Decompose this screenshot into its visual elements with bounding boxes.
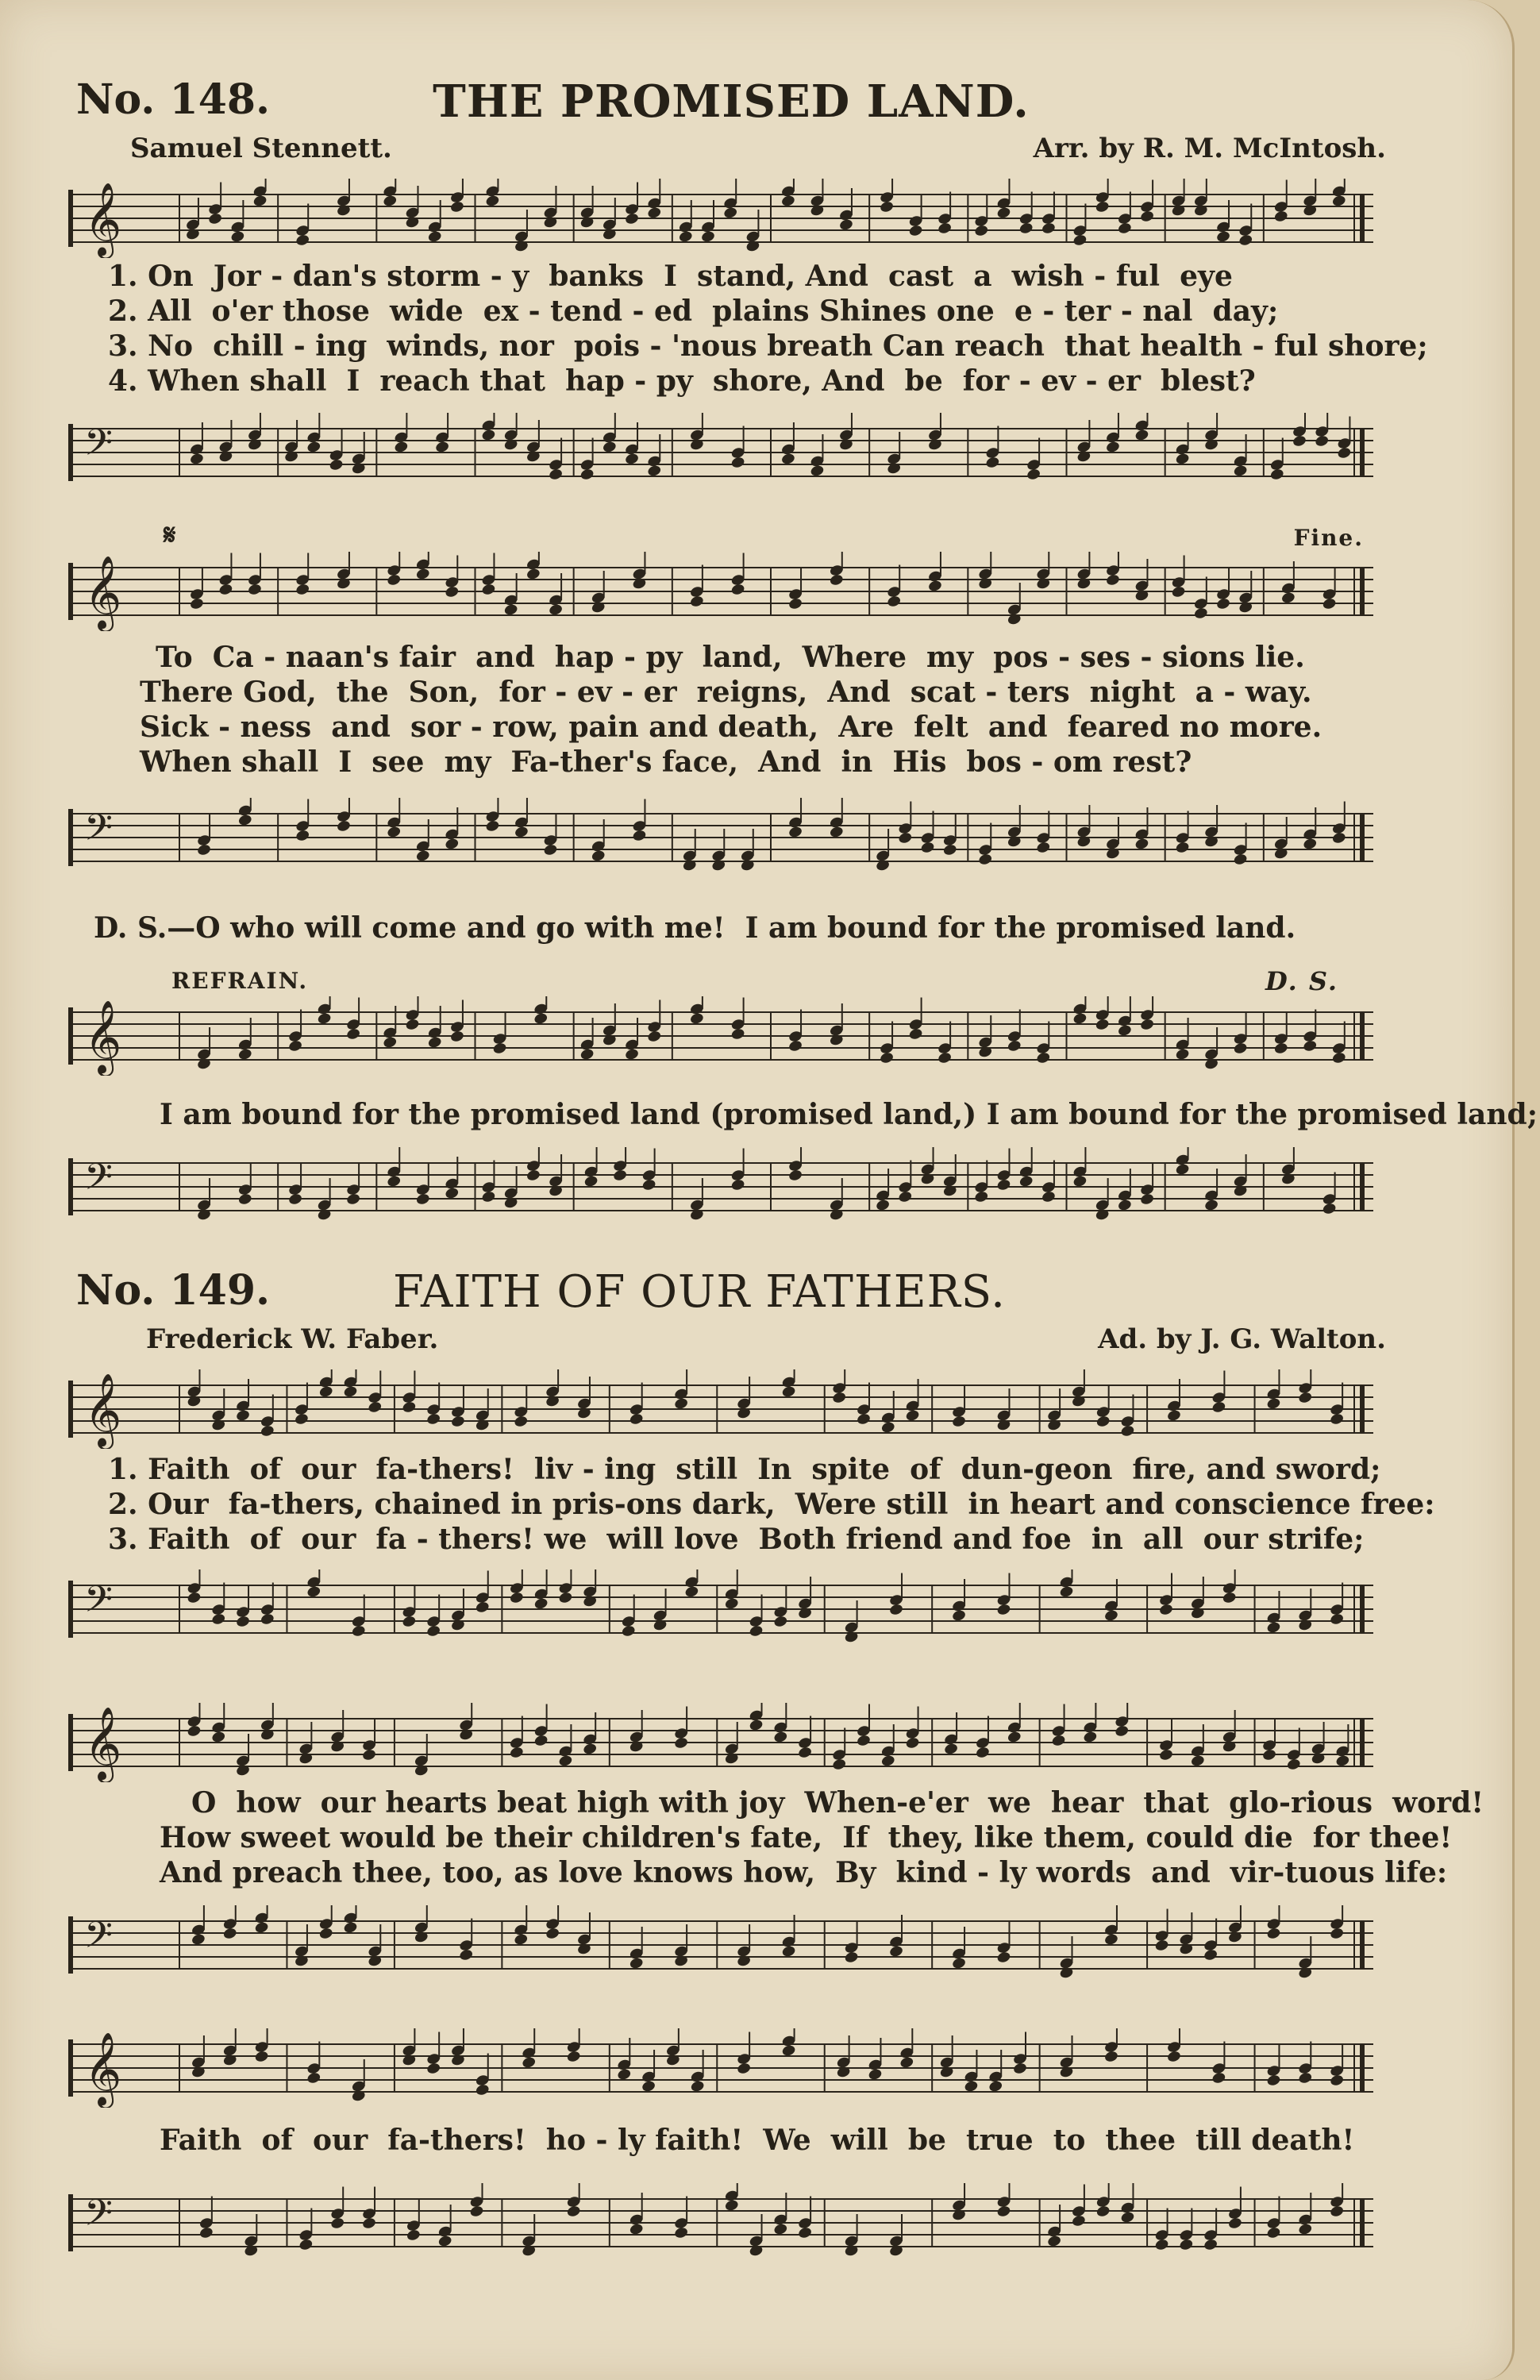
note-head <box>1330 1412 1345 1426</box>
note-head <box>1120 1424 1135 1438</box>
bass-staff <box>68 2183 1378 2263</box>
note-head <box>247 583 262 596</box>
note-head <box>295 233 310 247</box>
verse-line-3: 3. No chill - ing winds, nor pois - 'nous breath Can reach that health - ful shore; <box>108 329 1428 363</box>
music-system <box>68 518 1378 861</box>
note-head <box>880 1051 895 1065</box>
note-head <box>978 853 993 866</box>
note-head <box>920 841 935 854</box>
note-head <box>787 1039 803 1053</box>
treble-clef-icon: 𝄞 <box>84 1373 122 1446</box>
note-head <box>426 1412 441 1426</box>
hymn-number: No. 148. <box>76 75 271 124</box>
note-head <box>1203 2238 1219 2251</box>
verse-line-4: When shall I see my Fa-ther's face, And in His bos - om rest? <box>140 745 1192 779</box>
lyricist: Frederick W. Faber. <box>146 1323 439 1355</box>
note-head <box>298 2238 314 2251</box>
note-head <box>1238 233 1253 247</box>
note-head <box>579 468 595 481</box>
note-head <box>509 1746 524 1759</box>
treble-clef-icon: 𝄞 <box>84 1706 122 1780</box>
verse-line-1: To Ca - naan's fair and hap - py land, Where my pos - ses - sions lie. <box>156 641 1305 674</box>
note-head <box>294 1412 309 1426</box>
treble-clef-icon: 𝄞 <box>84 2031 122 2105</box>
note-head <box>402 1400 417 1414</box>
note-head <box>1211 2071 1226 2085</box>
note-head <box>1071 2214 1086 2228</box>
note-head <box>1036 1051 1051 1065</box>
note-head <box>689 595 704 608</box>
hymn-title: THE PROMISED LAND. <box>433 75 1030 128</box>
bass-staff <box>68 1147 1378 1227</box>
note-head <box>306 2071 321 2085</box>
refrain-label: REFRAIN. <box>171 968 309 994</box>
note-head <box>260 1612 275 1626</box>
ds-mark: D. S. <box>1265 966 1338 996</box>
music-system <box>68 1361 1435 1663</box>
note-head <box>295 583 310 596</box>
treble-staff <box>68 996 1378 1076</box>
refrain-line: Faith of our fa-thers! ho - ly faith! We will be true to thee till death! <box>160 2124 1355 2157</box>
note-head <box>1026 468 1041 481</box>
bass-staff <box>68 413 1378 492</box>
note-head <box>549 468 564 481</box>
hymn-title: FAITH OF OUR FATHERS. <box>393 1266 1006 1318</box>
note-head <box>832 1758 847 1771</box>
note-head <box>211 1612 226 1626</box>
verse-line-1: O how our hearts beat high with joy When-e'er we hear that glo-rious word! <box>191 1786 1484 1820</box>
note-head <box>937 221 953 235</box>
note-head <box>898 1190 913 1203</box>
note-head <box>629 1412 644 1426</box>
verse-line-3: And preach thee, too, as love knows how, By kind - ly words and vir-tuous life: <box>160 1856 1448 1889</box>
treble-clef-icon: 𝄞 <box>84 182 122 256</box>
note-head <box>1041 1190 1056 1203</box>
note-head <box>346 1027 361 1041</box>
note-head <box>218 583 233 596</box>
note-head <box>1072 233 1088 247</box>
note-head <box>1175 841 1190 854</box>
treble-staff <box>68 179 1378 258</box>
verse-line-1: 1. Faith of our fa-thers! liv - ing still In spite of dun-geon fire, and sword; <box>108 1453 1381 1486</box>
note-head <box>856 1412 871 1426</box>
music-system <box>68 171 1428 504</box>
arranger: Arr. by R. M. McIntosh. <box>1033 133 1386 164</box>
music-system <box>68 2020 1378 2274</box>
note-head <box>1117 221 1132 235</box>
verse-line-2: How sweet would be their children's fate, If they, like them, could die for thee! <box>160 1821 1453 1854</box>
arranger: Ad. by J. G. Walton. <box>1098 1323 1386 1355</box>
note-head <box>533 1734 549 1747</box>
note-head <box>426 1624 441 1638</box>
bass-clef-icon: 𝄢 <box>84 2192 114 2243</box>
note-head <box>887 595 902 608</box>
note-head <box>749 1624 764 1638</box>
note-head <box>288 1039 303 1053</box>
bass-clef-icon: 𝄢 <box>84 1578 114 1630</box>
treble-clef-icon: 𝄞 <box>84 999 122 1073</box>
treble-staff <box>68 552 1378 631</box>
note-head <box>674 2226 689 2239</box>
bass-staff <box>68 1569 1378 1649</box>
note-head <box>908 1027 923 1041</box>
note-head <box>1330 1612 1345 1626</box>
verse-line-3: 3. Faith of our fa - thers! we will love Both friend and foe in all our strife; <box>108 1523 1365 1556</box>
note-head <box>1322 1202 1337 1215</box>
note-head <box>1233 853 1248 866</box>
note-head <box>1298 2071 1313 2085</box>
music-system <box>68 1695 1484 1997</box>
note-head <box>1286 1758 1301 1771</box>
fine-mark: Fine. <box>1293 525 1364 551</box>
note-head <box>475 2083 490 2097</box>
note-head <box>1140 210 1155 223</box>
note-head <box>260 1424 275 1438</box>
note-head <box>1041 221 1056 235</box>
bass-clef-icon: 𝄢 <box>84 422 114 473</box>
note-head <box>1303 1039 1318 1053</box>
note-head <box>1179 2238 1194 2251</box>
verse-line-4: 4. When shall I reach that hap - py shore, And be for - ev - er blest? <box>108 364 1256 398</box>
note-head <box>1331 1051 1346 1065</box>
note-head <box>641 1178 656 1192</box>
note-head <box>1051 1734 1066 1747</box>
verse-line-1: 1. On Jor - dan's storm - y banks I stand, And cast a wish - ful eye <box>108 260 1233 293</box>
note-head <box>351 1624 366 1638</box>
lyricist: Samuel Stennett. <box>130 133 392 164</box>
bass-clef-icon: 𝄢 <box>84 1156 114 1207</box>
note-head <box>1273 210 1288 223</box>
bass-staff <box>68 1905 1378 1985</box>
bass-clef-icon: 𝄢 <box>84 807 114 858</box>
note-head <box>632 829 647 842</box>
note-head <box>295 829 310 842</box>
note-head <box>798 1746 813 1759</box>
note-head <box>730 1027 745 1041</box>
hymn-number: No. 149. <box>76 1266 271 1315</box>
note-head <box>730 1178 745 1192</box>
bass-clef-icon: 𝄢 <box>84 1914 114 1966</box>
note-head <box>1036 841 1051 854</box>
music-system <box>68 966 1538 1227</box>
segno-mark: 𝄋 <box>164 518 178 552</box>
note-head <box>1266 2226 1281 2239</box>
treble-staff <box>68 2028 1378 2108</box>
note-head <box>856 1734 871 1747</box>
note-head <box>730 456 745 469</box>
note-head <box>1211 1400 1226 1414</box>
ds-line: D. S.—O who will come and go with me! I am bound for the promised land. <box>94 911 1296 945</box>
note-head <box>996 1178 1011 1192</box>
verse-line-3: Sick - ness and sor - row, pain and death, Are felt and feared no more. <box>140 711 1322 744</box>
note-head <box>198 2226 214 2239</box>
note-head <box>475 1600 490 1614</box>
note-head <box>1018 221 1034 235</box>
refrain-line: I am bound for the promised land (promised land,) I am bound for the promised land; <box>160 1098 1538 1131</box>
verse-line-2: 2. Our fa-thers, chained in pris-ons dark, Were still in heart and conscience free: <box>108 1488 1435 1521</box>
note-head <box>621 1624 636 1638</box>
treble-clef-icon: 𝄞 <box>84 555 122 629</box>
note-head <box>1193 607 1208 620</box>
note-head <box>985 456 1000 469</box>
note-head <box>368 1400 383 1414</box>
note-head <box>975 1746 990 1759</box>
note-head <box>1007 1039 1022 1053</box>
note-head <box>459 1948 474 1962</box>
treble-staff <box>68 1369 1378 1449</box>
hymn-149-heading <box>76 1266 1386 1354</box>
note-head <box>798 2226 813 2239</box>
hymn-148-heading <box>76 75 1386 171</box>
treble-staff <box>68 1703 1378 1782</box>
note-head <box>1154 2238 1169 2251</box>
note-head <box>481 583 496 596</box>
verse-line-2: There God, the Son, for - ev - er reigns, And scat - ters night a - way. <box>140 676 1312 709</box>
verse-line-2: 2. All o'er those wide ex - tend - ed plains Shines one e - ter - nal day; <box>108 295 1279 328</box>
bass-staff <box>68 798 1378 877</box>
note-head <box>481 1190 496 1203</box>
note-head <box>1269 468 1284 481</box>
note-head <box>730 583 745 596</box>
note-head <box>974 1190 989 1203</box>
note-head <box>937 1051 953 1065</box>
note-head <box>1203 1948 1219 1962</box>
